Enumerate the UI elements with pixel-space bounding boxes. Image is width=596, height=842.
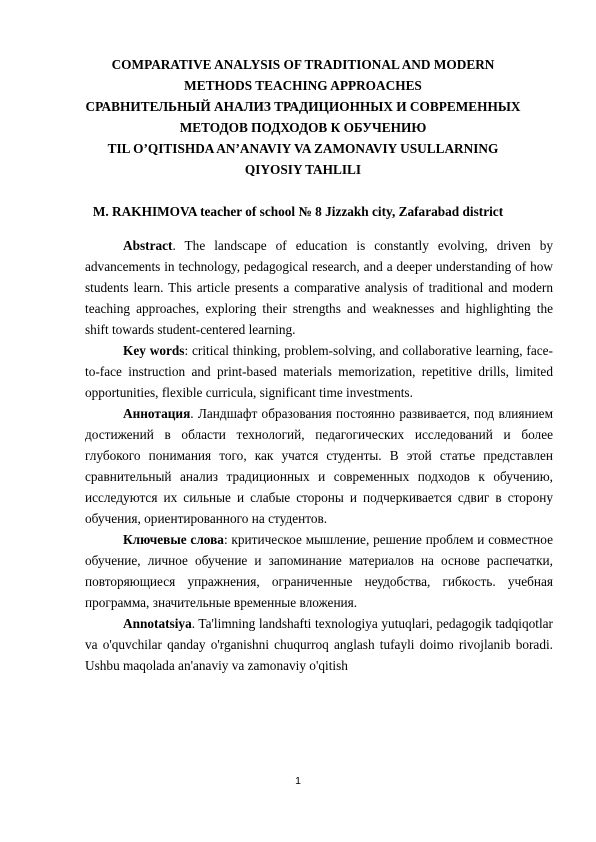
title-en-line-1: COMPARATIVE ANALYSIS OF TRADITIONAL AND MODERN: [111, 57, 495, 72]
abstract-text: . The landscape of education is constantly evolving, driven by advancements in technology, pedagogical research, and a deeper understanding of how students learn. This article presents a comparative analysis of traditional and modern teaching approaches, exploring their strengths and weaknesses and highlighting the shift towards student-centered learning.: [85, 238, 553, 337]
abstract-paragraph: [85, 235, 553, 340]
title-uz-line-1: TIL O’QITISHDA AN’ANAVIY VA ZAMONAVIY USULLARNING: [107, 141, 499, 156]
author-line: M. RAKHIMOVA teacher of school № 8 Jizzakh city, Zafarabad district: [92, 204, 504, 219]
keywords-ru-label: Ключевые слова: [123, 532, 224, 547]
abstract-label: Abstract: [123, 238, 173, 253]
title-ru-line-2: МЕТОДОВ ПОДХОДОВ К ОБУЧЕНИЮ: [179, 120, 427, 135]
annotation-ru-paragraph: [85, 403, 553, 529]
keywords-label: Key words: [123, 343, 185, 358]
annotation-uz-text: . Ta'limning landshafti texnologiya yutuqlari, pedagogik tadqiqotlar va o'quvchilar qanday o'rganishni chuqurroq anglash tufayli doimo rivojlanib boradi. Ushbu maqolada an'anaviy va zamonaviy o'qitish: [85, 616, 553, 673]
keywords-text: : critical thinking, problem-solving, and collaborative learning, face-to-face instruction and print-based materials memorization, repetitive drills, limited opportunities, flexible curricula, significant time investments.: [85, 343, 553, 400]
title-ru-line-1: СРАВНИТЕЛЬНЫЙ АНАЛИЗ ТРАДИЦИОННЫХ И СОВРЕМЕННЫХ: [85, 99, 521, 114]
page-number: 1: [295, 775, 301, 787]
title-uz-line-2: QIYOSIY TAHLILI: [244, 162, 362, 177]
keywords-paragraph: [85, 340, 553, 403]
title-block: [70, 54, 536, 180]
annotation-ru-label: Аннотация: [123, 406, 191, 421]
title-en-line-2: METHODS TEACHING APPROACHES: [184, 78, 422, 93]
annotation-uz-paragraph: [85, 613, 553, 676]
annotation-ru-text: . Ландшафт образования постоянно развивается, под влиянием достижений в области технологий, педагогических исследований и более глубокого понимания того, как учатся студенты. В этой статье представлен сравнительный анализ традиционных и современных подходов к обучению, исследуются их сильные и слабые стороны и подчеркивается сдвиг в сторону обучения, ориентированного на студентов.: [85, 406, 553, 526]
keywords-ru-text: : критическое мышление, решение проблем и совместное обучение, личное обучение и запоминание материалов на основе распечатки, повторяющиеся упражнения, ограниченные неудобства, гибкость. учебная программа, значительные временные вложения.: [85, 532, 553, 610]
annotation-uz-label: Annotatsiya: [123, 616, 192, 631]
keywords-ru-paragraph: [85, 529, 553, 613]
body-text: [85, 235, 553, 676]
